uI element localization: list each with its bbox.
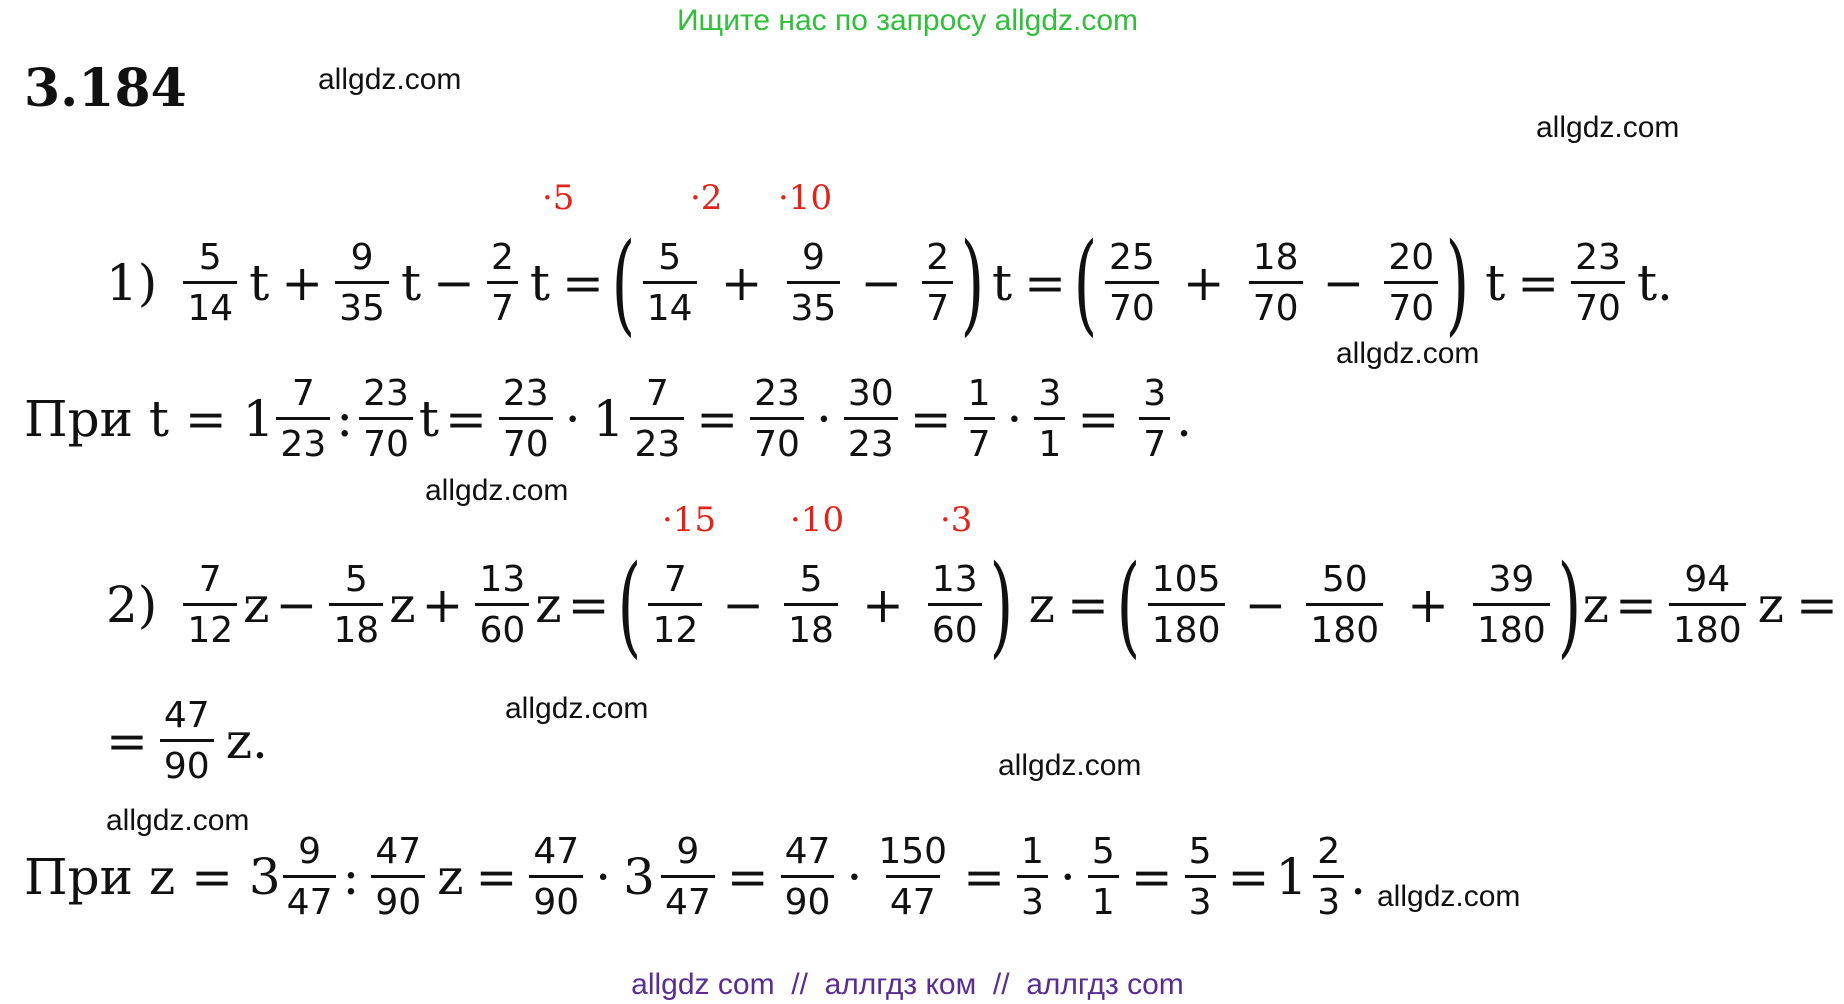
variable: t. [1636, 254, 1673, 312]
equals-sign: = [1130, 848, 1173, 906]
equation-part2-continued [100, 686, 274, 796]
fraction: $\frac{7}{12}$ [183, 559, 237, 651]
plus-sign: + [421, 576, 464, 634]
plus-sign: + [861, 576, 904, 634]
whole-part: 1 [1275, 848, 1308, 906]
variable: z [1582, 576, 1610, 634]
equals-sign: = [106, 712, 148, 770]
variable: t [418, 390, 439, 448]
minus-sign: − [433, 254, 475, 312]
left-paren: ( [1116, 540, 1141, 669]
watermark: allgdz.com [998, 749, 1142, 782]
left-paren: ( [1073, 218, 1098, 347]
substitution-part1 [24, 364, 1192, 474]
variable: t [1485, 254, 1506, 312]
equals-sign: = [475, 848, 518, 906]
fraction: $\frac{3}{1}$ [1034, 373, 1065, 465]
fraction: $\frac{9}{35}$ [787, 237, 841, 329]
fraction: $\frac{13}{60}$ [475, 559, 529, 651]
variable: z [243, 576, 270, 634]
fraction: $\frac{47}{90}$ [160, 695, 214, 787]
variable: t [992, 254, 1013, 312]
plus-sign: + [1407, 576, 1450, 634]
right-paren: ) [960, 218, 985, 347]
substitution-part2 [24, 822, 1366, 932]
problem-number: 3.184 [24, 58, 187, 119]
multiplier-label: ·15 [662, 500, 717, 540]
fraction: $\frac{5}{14}$ [643, 237, 697, 329]
watermark: allgdz.com [425, 474, 569, 507]
fraction: $\frac{7}{12}$ [648, 559, 702, 651]
fraction: $\frac{23}{70}$ [359, 373, 413, 465]
equation-part1 [100, 218, 1679, 347]
fraction: $\frac{2}{3}$ [1313, 831, 1344, 923]
part-label: 2) [106, 576, 158, 634]
left-paren: ( [611, 218, 636, 347]
fraction: $\frac{2}{7}$ [922, 237, 953, 329]
equals-sign: = [445, 390, 487, 448]
fraction: $\frac{150}{47}$ [878, 831, 948, 923]
fraction: $\frac{50}{180}$ [1306, 559, 1383, 651]
equals-sign: = [1615, 576, 1657, 634]
times-sign: · [564, 390, 581, 448]
fraction: $\frac{39}{180}$ [1473, 559, 1550, 651]
variable: z. [225, 712, 268, 770]
variable: z [1757, 576, 1784, 634]
times-sign: · [846, 848, 863, 906]
plus-sign: + [281, 254, 324, 312]
fraction: $\frac{5}{18}$ [784, 559, 838, 651]
fraction: $\frac{23}{70}$ [499, 373, 553, 465]
fraction: $\frac{7}{23}$ [630, 373, 684, 465]
equals-sign: = [1517, 254, 1560, 312]
times-sign: · [815, 390, 832, 448]
equals-sign: = [696, 390, 739, 448]
variable: t [529, 254, 550, 312]
right-paren: ) [1557, 540, 1582, 669]
fraction: $\frac{7}{23}$ [276, 373, 330, 465]
variable: t [400, 254, 422, 312]
times-sign: · [1006, 390, 1023, 448]
fraction: $\frac{25}{70}$ [1105, 237, 1159, 329]
equals-sign: = [1077, 390, 1120, 448]
minus-sign: − [860, 254, 903, 312]
equals-sign: = [1795, 576, 1838, 634]
equation-part2 [100, 540, 1844, 669]
variable: z [1028, 576, 1055, 634]
colon: : [336, 390, 354, 448]
fraction: $\frac{3}{7}$ [1139, 373, 1170, 465]
equals-sign: = [1024, 254, 1067, 312]
whole-part: 1 [592, 390, 625, 448]
fraction: $\frac{5}{18}$ [329, 559, 383, 651]
right-paren: ) [1445, 218, 1470, 347]
variable: z [535, 576, 562, 634]
colon: : [342, 848, 360, 906]
fraction: $\frac{94}{180}$ [1669, 559, 1746, 651]
equals-sign: = [1066, 576, 1109, 634]
times-sign: · [595, 848, 612, 906]
fraction: $\frac{47}{90}$ [371, 831, 425, 923]
multiplier-label: ·10 [790, 500, 845, 540]
watermark: allgdz.com [106, 804, 250, 837]
minus-sign: − [1322, 254, 1365, 312]
fraction: $\frac{47}{90}$ [529, 831, 583, 923]
equals-sign: = [567, 576, 610, 634]
plus-sign: + [1182, 254, 1225, 312]
left-paren: ( [617, 540, 641, 669]
times-sign: · [1059, 848, 1076, 906]
fraction: $\frac{105}{180}$ [1148, 559, 1225, 651]
variable: z [389, 576, 416, 634]
equals-sign: = [561, 254, 604, 312]
minus-sign: − [275, 576, 318, 634]
watermark: allgdz.com [1536, 111, 1680, 144]
fraction: $\frac{1}{7}$ [964, 373, 995, 465]
watermark: allgdz.com [1377, 880, 1521, 913]
fraction: $\frac{30}{23}$ [844, 373, 898, 465]
variable: z [437, 848, 464, 906]
multiplier-label: ·5 [542, 178, 575, 218]
fraction: $\frac{47}{90}$ [781, 831, 835, 923]
plus-sign: + [720, 254, 763, 312]
part-label: 1) [106, 254, 158, 312]
fraction: $\frac{5}{14}$ [183, 237, 237, 329]
fraction: $\frac{9}{47}$ [283, 831, 337, 923]
minus-sign: − [1244, 576, 1287, 634]
minus-sign: − [722, 576, 765, 634]
fraction: $\frac{20}{70}$ [1384, 237, 1438, 329]
fraction: $\frac{23}{70}$ [750, 373, 804, 465]
substitution-prefix: При t = 1 [24, 390, 275, 448]
equals-sign: = [909, 390, 952, 448]
fraction: $\frac{5}{1}$ [1088, 831, 1119, 923]
fraction: $\frac{5}{3}$ [1185, 831, 1216, 923]
footer-links[interactable]: allgdz com // аллгдз ком // аллгдз com [631, 968, 1184, 1001]
fraction: $\frac{1}{3}$ [1017, 831, 1048, 923]
header-banner[interactable]: Ищите нас по запросу allgdz.com [676, 4, 1139, 37]
period: . [1350, 848, 1367, 906]
watermark: allgdz.com [318, 63, 462, 96]
fraction: $\frac{9}{35}$ [335, 237, 389, 329]
equals-sign: = [1227, 848, 1270, 906]
equals-sign: = [726, 848, 769, 906]
right-paren: ) [989, 540, 1013, 669]
fraction: $\frac{9}{47}$ [661, 831, 715, 923]
fraction: $\frac{13}{60}$ [928, 559, 982, 651]
equals-sign: = [963, 848, 1005, 906]
multiplier-label: ·10 [778, 178, 833, 218]
whole-part: 3 [623, 848, 655, 906]
multiplier-label: ·2 [690, 178, 723, 218]
substitution-prefix: При z = 3 [24, 848, 281, 906]
multiplier-label: ·3 [940, 500, 973, 540]
fraction: $\frac{18}{70}$ [1249, 237, 1303, 329]
period: . [1176, 390, 1193, 448]
fraction: $\frac{2}{7}$ [487, 237, 518, 329]
watermark: allgdz.com [505, 692, 649, 725]
watermark: allgdz.com [1336, 337, 1480, 370]
fraction: $\frac{23}{70}$ [1571, 237, 1625, 329]
variable: t [249, 254, 270, 312]
